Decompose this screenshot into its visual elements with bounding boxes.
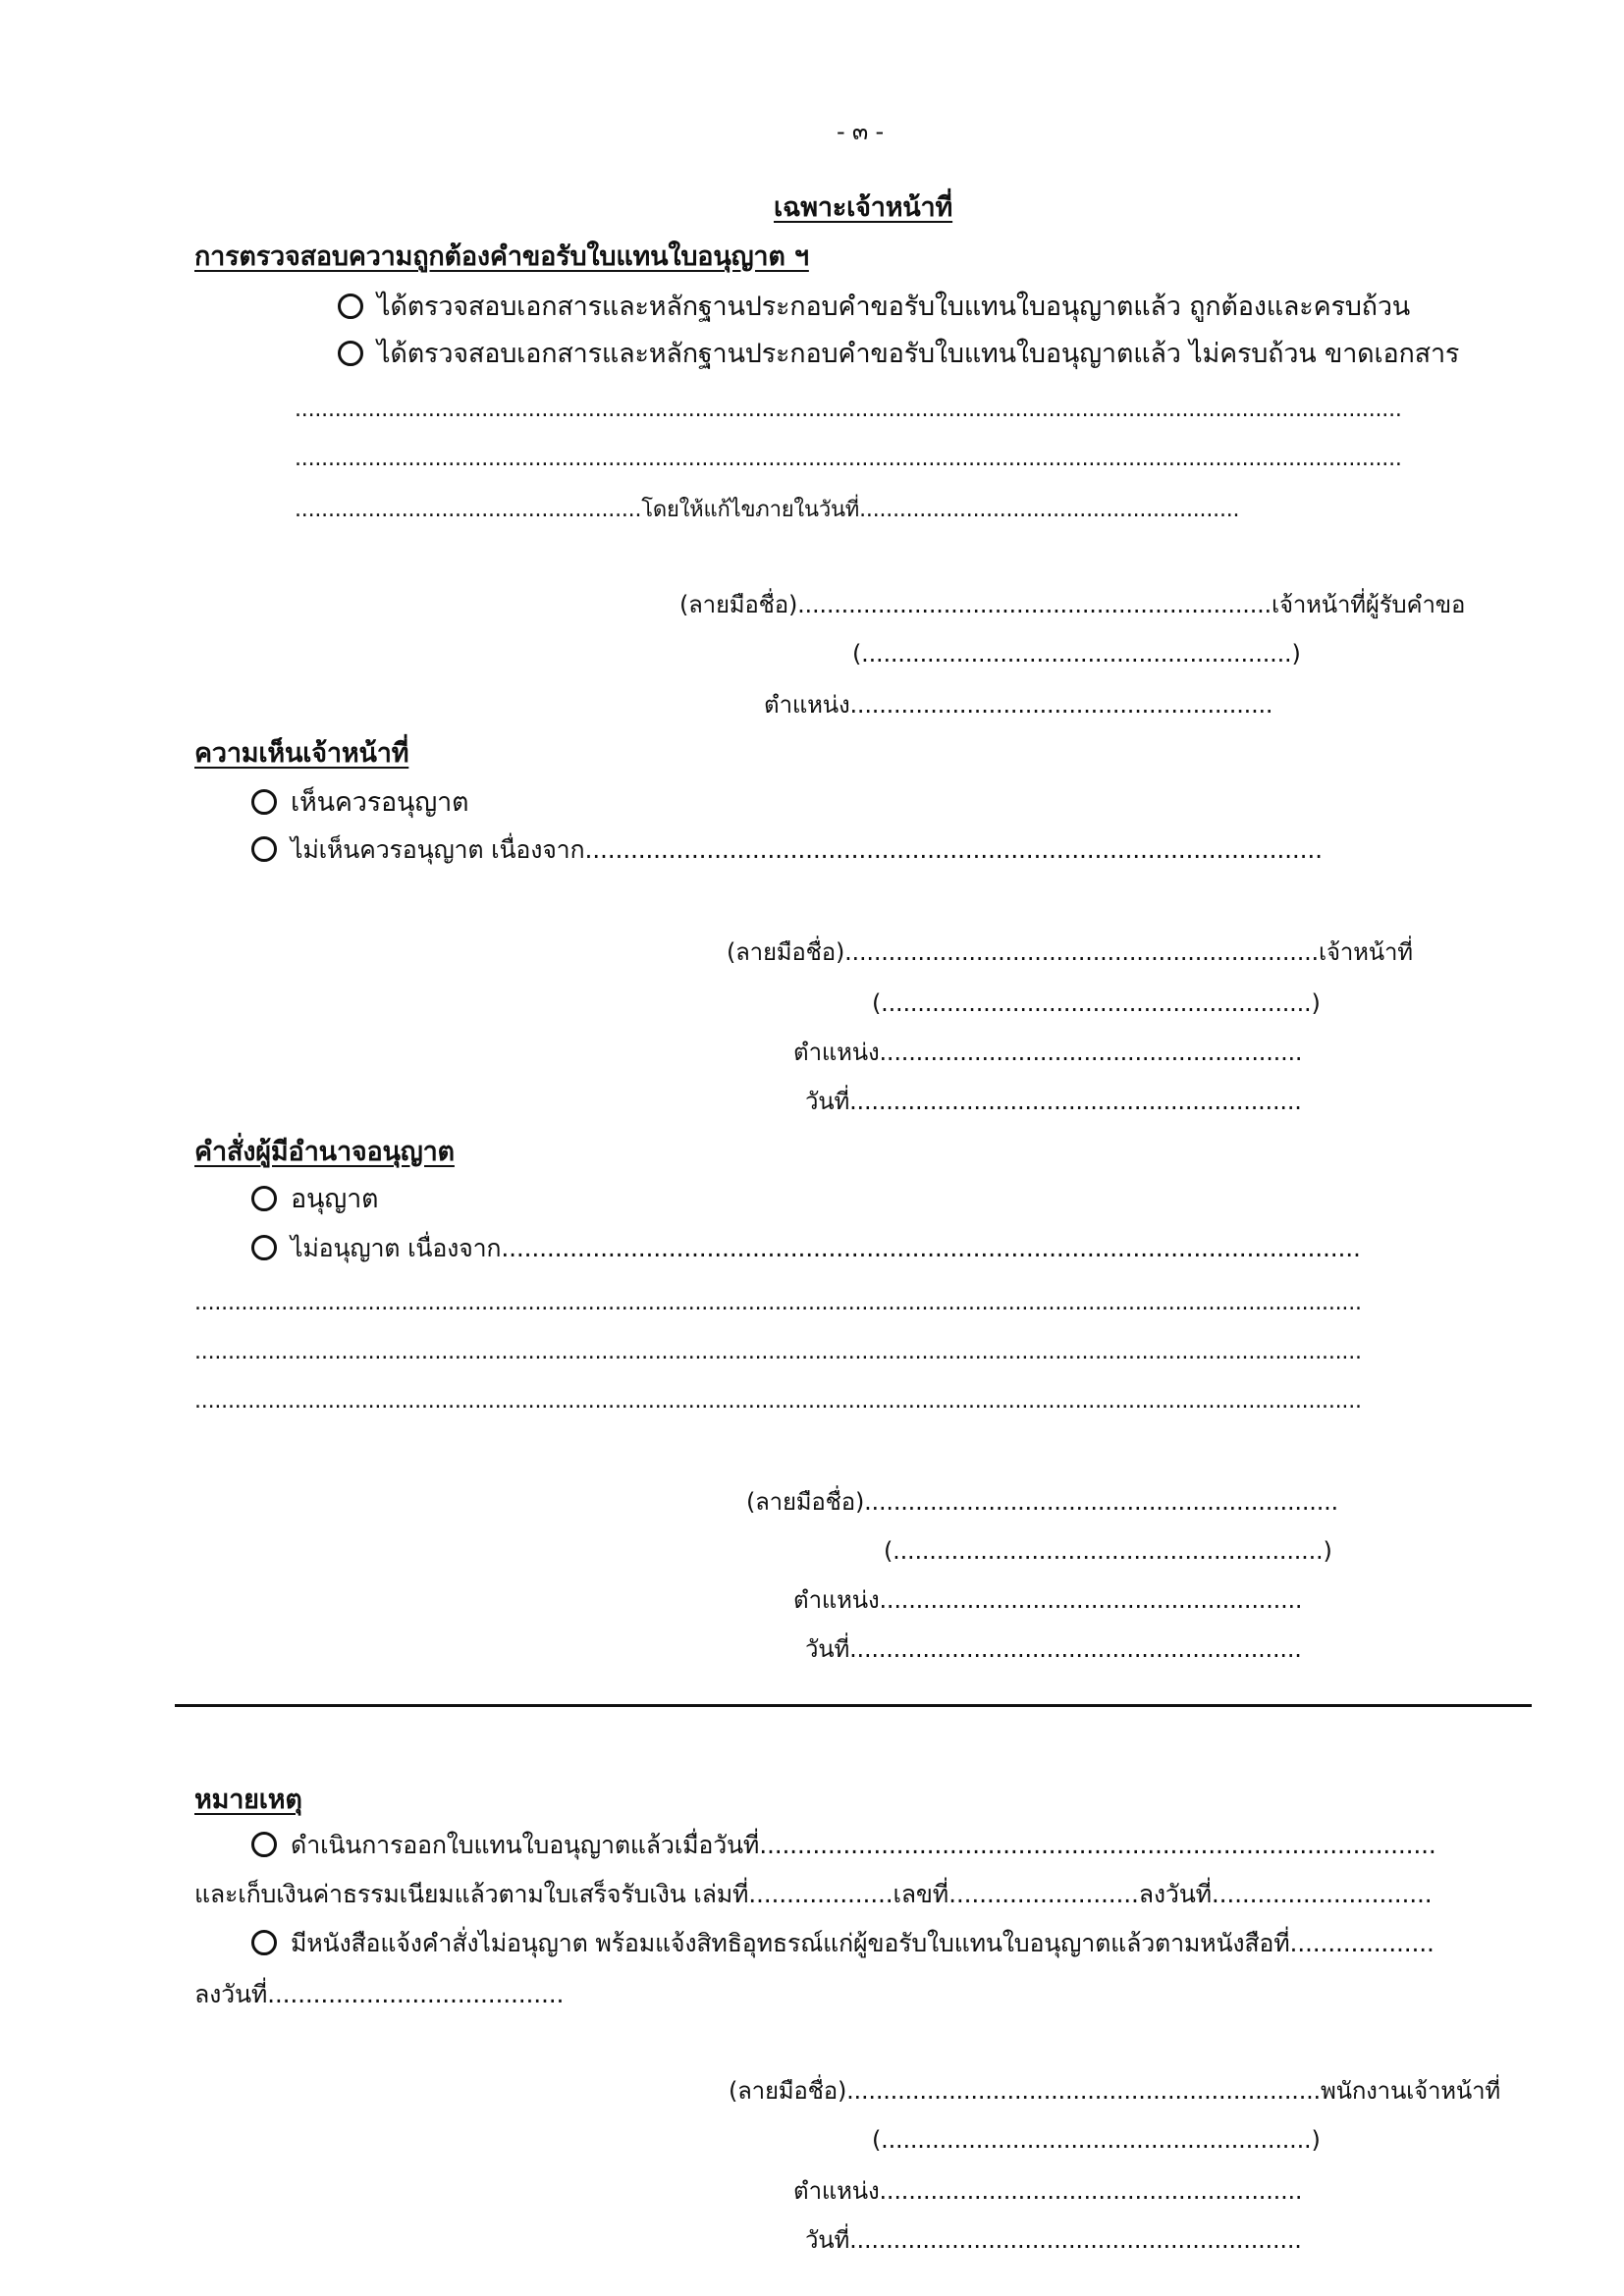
section-divider [175,1704,1532,1707]
s3-opt1-label: อนุญาต [291,1184,379,1214]
s1-signature-line[interactable]: (ลายมือชื่อ).................................................................เจ้าหน้าที่ผู้รับคำขอ [679,591,1466,618]
s4-name-parentheses[interactable]: (...........................................................) [872,2126,1321,2154]
s4-opt2-label: มีหนังสือแจ้งคำสั่งไม่อนุญาต พร้อมแจ้งสิทธิอุทธรณ์แก่ผู้ขอรับใบแทนใบอนุญาตแล้วตามหนังสือที่................... [291,1929,1435,1957]
s3-name-parentheses[interactable]: (...........................................................) [884,1537,1332,1565]
s3-title: คำสั่งผู้มีอำนาจอนุญาต [194,1137,455,1167]
s2-title: ความเห็นเจ้าหน้าที่ [194,738,409,769]
s1-opt2-label: ได้ตรวจสอบเอกสารและหลักฐานประกอบคำขอรับใบแทนใบอนุญาตแล้ว ไม่ครบถ้วน ขาดเอกสาร [377,339,1460,369]
s4-opt1-radio[interactable] [251,1832,277,1857]
page-title: เฉพาะเจ้าหน้าที่ [774,192,953,223]
s3-fill-line-3[interactable]: ............................................................................................................................................................................... [194,1389,1362,1414]
s2-name-parentheses[interactable]: (...........................................................) [872,989,1321,1017]
s4-title: หมายเหตุ [194,1785,302,1815]
s3-signature-line[interactable]: (ลายมือชื่อ)................................................................. [746,1488,1338,1516]
s3-date-line[interactable]: วันที่.............................................................. [805,1635,1302,1663]
s2-signature-line[interactable]: (ลายมือชื่อ).................................................................เจ้าหน้าที่ [727,938,1413,966]
s2-opt2-radio[interactable] [251,836,277,862]
s3-opt2-label: ไม่อนุญาต เนื่องจาก................................................................................................................. [291,1234,1361,1262]
s4-opt1-label: ดำเนินการออกใบแทนใบอนุญาตแล้วเมื่อวันที่......................................................................................... [291,1831,1436,1859]
s4-opt2-radio[interactable] [251,1930,277,1955]
s3-position-line[interactable]: ตำแหน่ง.......................................................... [793,1586,1303,1614]
s3-opt2-radio[interactable] [251,1235,277,1260]
s1-fill-line-3[interactable]: ....................................................โดยให้แก้ไขภายในวันที่......................................................... [295,498,1240,522]
s1-opt1-radio[interactable] [338,294,363,319]
s2-opt1-radio[interactable] [251,789,277,815]
s4-position-line[interactable]: ตำแหน่ง.......................................................... [793,2177,1303,2205]
s1-opt1-label: ได้ตรวจสอบเอกสารและหลักฐานประกอบคำขอรับใบแทนใบอนุญาตแล้ว ถูกต้องและครบถ้วน [377,292,1411,322]
s1-fill-line-1[interactable]: ...................................................................................................................................................................... [295,398,1402,422]
s3-opt1-radio[interactable] [251,1186,277,1211]
s1-fill-line-2[interactable]: ...................................................................................................................................................................... [295,447,1402,471]
s2-opt2-label: ไม่เห็นควรอนุญาต เนื่องจาก................................................................................................. [291,835,1323,864]
page-number: - ๓ - [837,118,884,145]
s4-opt1-continuation: และเก็บเงินค่าธรรมเนียมแล้วตามใบเสร็จรับเงิน เล่มที่...................เลขที่.........................ลงวันที่............................. [194,1880,1433,1908]
s2-position-line[interactable]: ตำแหน่ง.......................................................... [793,1039,1303,1066]
s3-fill-line-2[interactable]: ............................................................................................................................................................................... [194,1340,1362,1364]
s3-fill-line-1[interactable]: ............................................................................................................................................................................... [194,1291,1362,1315]
s1-opt2-radio[interactable] [338,341,363,366]
s4-date-line[interactable]: วันที่.............................................................. [805,2226,1302,2254]
s1-title: การตรวจสอบความถูกต้องคำขอรับใบแทนใบอนุญาต ฯ [194,241,809,272]
s4-signature-line[interactable]: (ลายมือชื่อ).................................................................พนักงานเจ้าหน้าที่ [729,2077,1501,2105]
s2-opt1-label: เห็นควรอนุญาต [291,787,469,818]
s1-position-line[interactable]: ตำแหน่ง.......................................................... [764,691,1273,719]
s1-name-parentheses[interactable]: (...........................................................) [852,640,1301,667]
s2-date-line[interactable]: วันที่.............................................................. [805,1088,1302,1115]
s4-opt2-continuation: ลงวันที่....................................... [194,1980,565,2008]
